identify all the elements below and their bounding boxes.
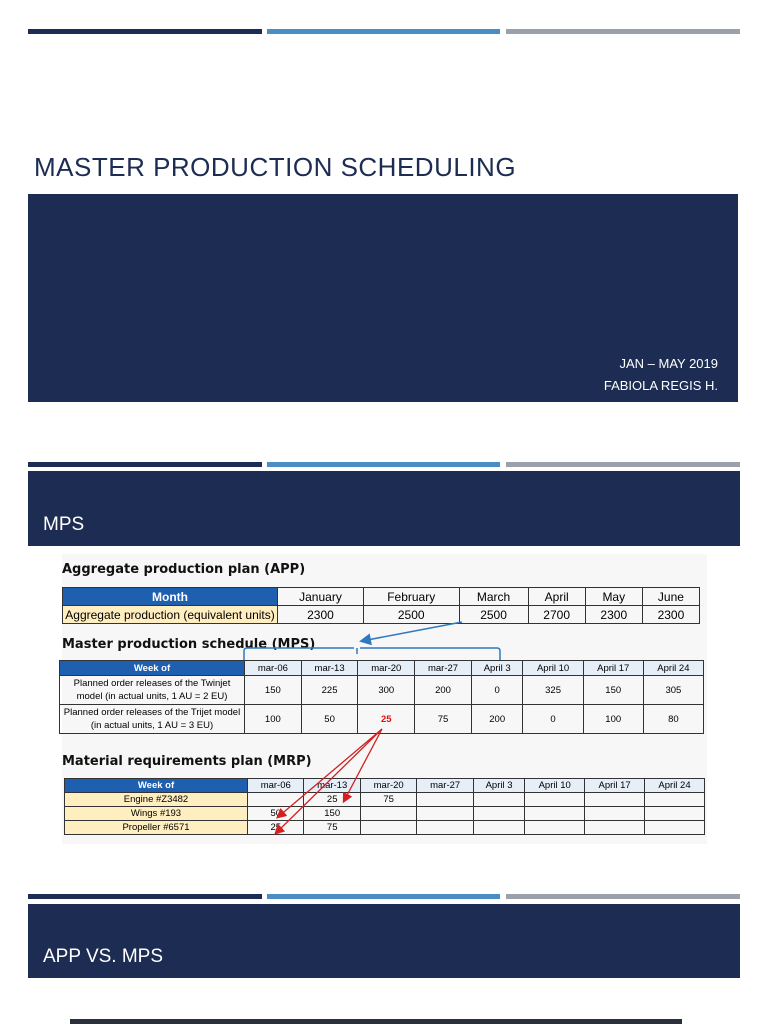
mps-cell: 75 [415, 705, 472, 734]
mrp-header-cell: April 17 [585, 779, 645, 793]
section-heading: MPS [43, 514, 85, 535]
mps-row-label-line: model (in actual units, 1 AU = 2 EU) [76, 691, 228, 702]
app-cell: 2300 [642, 606, 699, 624]
slide-title: MASTER PRODUCTION SCHEDULING [34, 152, 517, 182]
accent-bar-navy [28, 894, 262, 899]
mrp-header-cell: mar-13 [304, 779, 360, 793]
mps-cell: 325 [523, 676, 583, 705]
app-cell: 2300 [585, 606, 642, 624]
mps-bracket [244, 648, 500, 660]
mps-cell: 305 [643, 676, 703, 705]
mps-cell: 0 [471, 676, 523, 705]
mrp-label: Material requirements plan (MRP) [62, 754, 312, 769]
app-header-cell: February [363, 588, 459, 606]
mrp-header-cell: mar-27 [417, 779, 473, 793]
mrp-row-label: Wings #193 [65, 807, 248, 821]
accent-bars-slide3 [28, 894, 740, 899]
app-cell: 2700 [528, 606, 585, 624]
mps-cell: 80 [643, 705, 703, 734]
mps-header-cell: mar-20 [358, 661, 415, 676]
mps-cell: 200 [471, 705, 523, 734]
mps-cell: 300 [358, 676, 415, 705]
mps-to-engine-arrow [344, 729, 382, 801]
mps-to-wings-arrow [278, 729, 382, 817]
mrp-cell: 150 [304, 807, 360, 821]
app-cell: 2300 [278, 606, 364, 624]
mrp-header-week: Week of [65, 779, 248, 793]
mps-cell: 150 [245, 676, 302, 705]
mps-label: Master production schedule (MPS) [62, 637, 316, 652]
mps-cell: 200 [415, 676, 472, 705]
mrp-header-cell: April 3 [473, 779, 524, 793]
mrp-header-cell: April 24 [645, 779, 705, 793]
mps-row-label-line: Planned order releases of the Trijet model [63, 707, 241, 718]
accent-bar-blue [267, 894, 500, 899]
mrp-cell: 25 [304, 793, 360, 807]
mrp-cell: 75 [304, 821, 360, 835]
subtitle-date: JAN – MAY 2019 [619, 356, 718, 371]
mps-cell: 100 [583, 705, 643, 734]
section-header-app-vs-mps [28, 904, 740, 978]
mps-cell: 225 [301, 676, 358, 705]
mrp-row-label: Engine #Z3482 [65, 793, 248, 807]
app-label: Aggregate production plan (APP) [62, 562, 306, 577]
mps-cell: 150 [583, 676, 643, 705]
app-to-mps-arrow [362, 622, 462, 641]
mrp-header-cell: April 10 [525, 779, 585, 793]
mps-row-label-line: Planned order releases of the Twinjet [73, 678, 231, 689]
mps-header-cell: April 3 [471, 661, 523, 676]
mps-header-cell: April 17 [583, 661, 643, 676]
mps-cell: 50 [301, 705, 358, 734]
mps-cell: 0 [523, 705, 583, 734]
app-header-cell: May [585, 588, 642, 606]
app-header-month: Month [63, 588, 278, 606]
mrp-header-cell: mar-06 [248, 779, 304, 793]
mps-row-label-line: (in actual units, 1 AU = 3 EU) [90, 720, 214, 731]
mps-cell: 100 [245, 705, 302, 734]
app-header-cell: June [642, 588, 699, 606]
mps-header-cell: mar-27 [415, 661, 472, 676]
accent-bar-gray [506, 894, 740, 899]
mrp-cell: 75 [360, 793, 416, 807]
mps-header-cell: April 10 [523, 661, 583, 676]
mps-to-propeller-arrow [276, 729, 382, 833]
mps-header-cell: mar-06 [245, 661, 302, 676]
app-cell: 2500 [363, 606, 459, 624]
app-row-label: Aggregate production (equivalent units) [63, 606, 278, 624]
app-header-cell: April [528, 588, 585, 606]
mrp-cell: 50 [248, 807, 304, 821]
mrp-row-label: Propeller #6571 [65, 821, 248, 835]
mrp-cell: 25 [248, 821, 304, 835]
mps-cell-highlighted: 25 [358, 705, 415, 734]
mps-header-week: Week of [60, 661, 245, 676]
section-heading: APP VS. MPS [43, 946, 164, 967]
app-header-cell: January [278, 588, 364, 606]
mrp-header-cell: mar-20 [360, 779, 416, 793]
subtitle-author: FABIOLA REGIS H. [603, 378, 718, 393]
mps-header-cell: mar-13 [301, 661, 358, 676]
table-top-edge [70, 1019, 682, 1024]
app-cell: 2500 [459, 606, 528, 624]
app-header-cell: March [459, 588, 528, 606]
mps-header-cell: April 24 [643, 661, 703, 676]
